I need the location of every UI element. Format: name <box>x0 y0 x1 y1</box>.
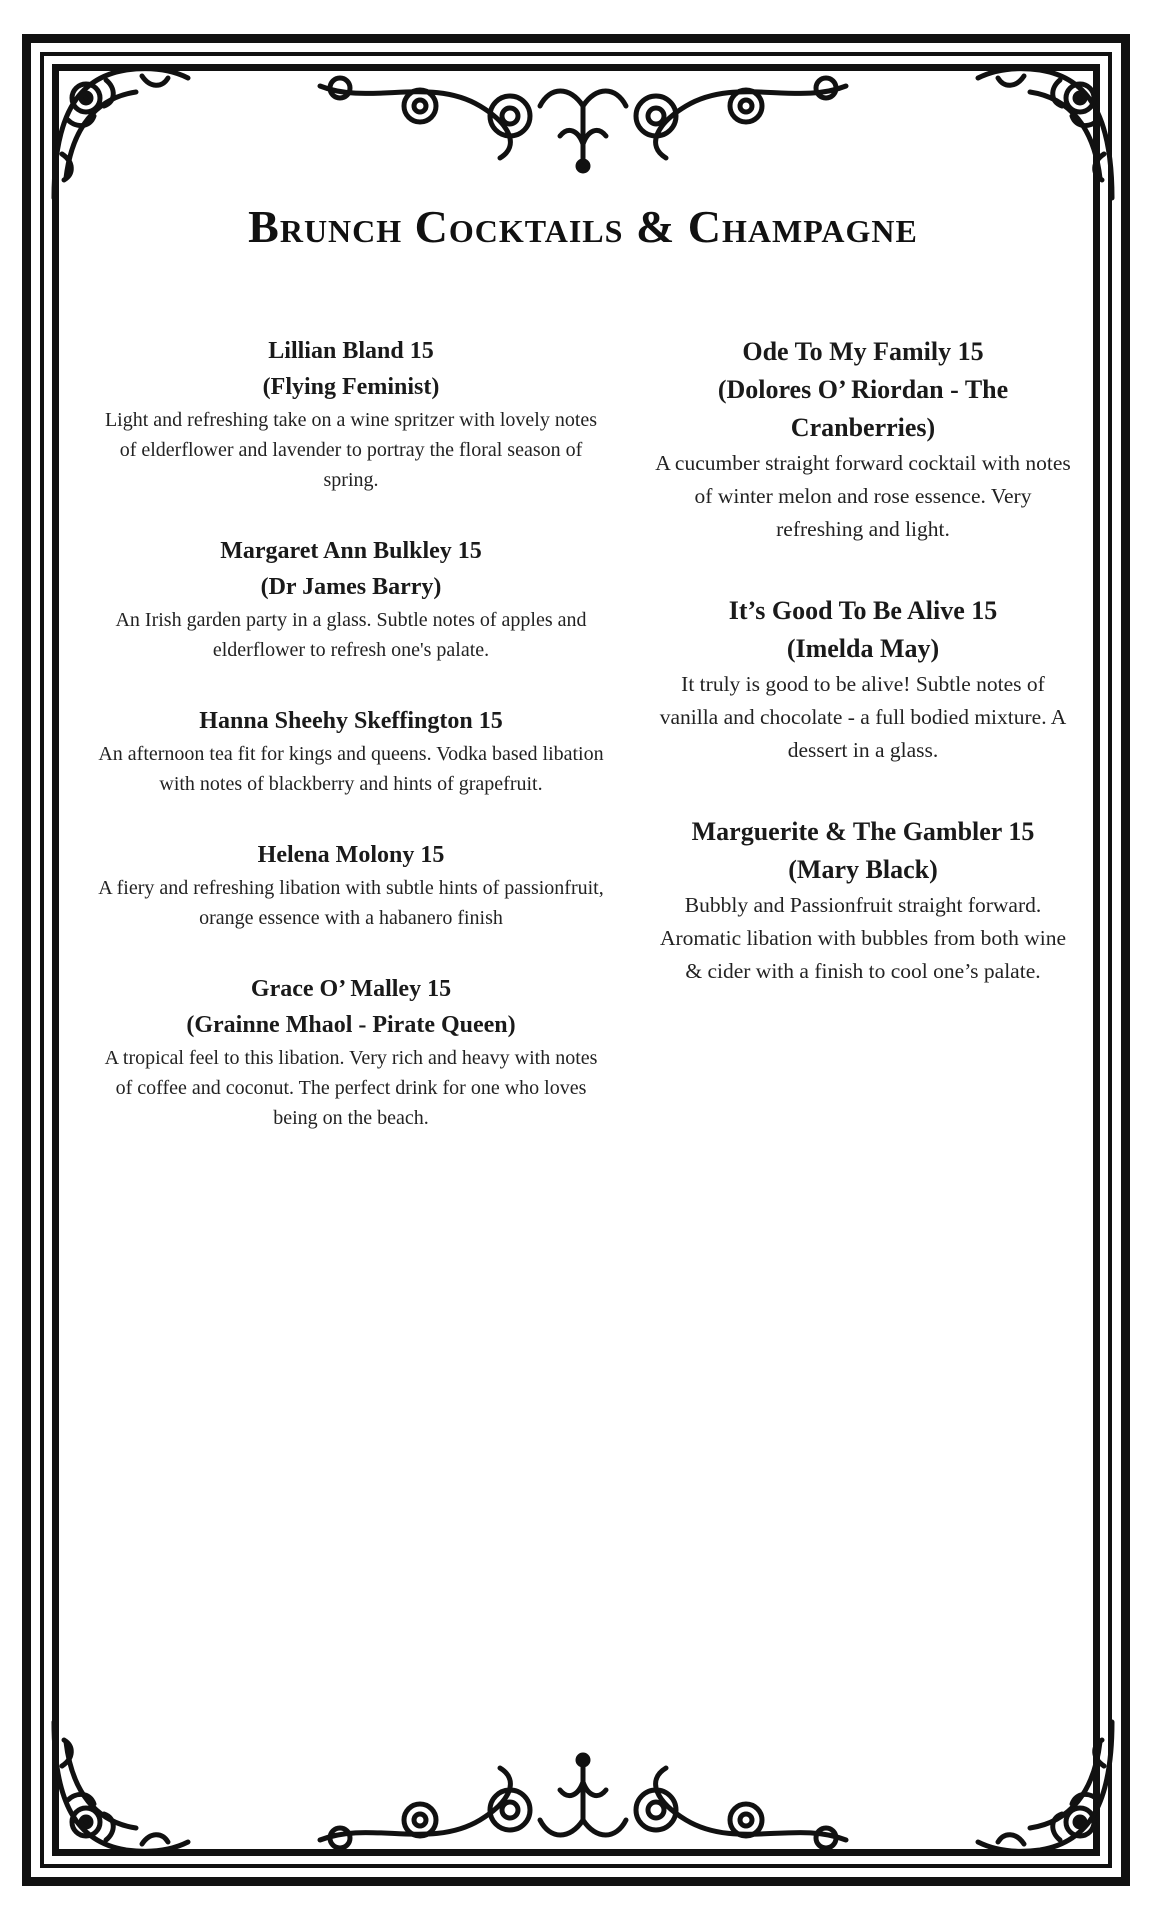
item-description: An Irish garden party in a glass. Subtle notes of apples and elderflower to refresh one's palate. <box>115 609 587 661</box>
item-subtitle: (Dolores O’ Riordan - The Cranberries) <box>717 375 1009 442</box>
item-description: A tropical feel to this libation. Very rich and heavy with notes of coffee and coconut. The perfect drink for one who loves being on the beach. <box>104 1047 598 1129</box>
item-name: Marguerite & The Gambler 15 <box>691 817 1035 846</box>
corner-ornament-icon <box>970 58 1120 208</box>
corner-ornament-icon <box>46 1712 196 1862</box>
item-subtitle: (Grainne Mhaol - Pirate Queen) <box>186 1012 516 1038</box>
menu-item <box>652 813 1074 988</box>
corner-ornament-icon <box>46 58 196 208</box>
item-subtitle: (Mary Black) <box>788 855 938 884</box>
corner-ornament-icon <box>970 1712 1120 1862</box>
top-scroll-ornament-icon <box>310 66 856 176</box>
item-name: Helena Molony 15 <box>257 842 445 868</box>
item-name: Grace O’ Malley 15 <box>250 976 452 1002</box>
item-description: A fiery and refreshing libation with subtle hints of passionfruit, orange essence with a habanero finish <box>98 877 604 929</box>
item-subtitle: (Flying Feminist) <box>262 374 440 400</box>
item-description: Bubbly and Passionfruit straight forward. Aromatic libation with bubbles from both wine & cider with a finish to cool one’s palate. <box>659 893 1067 983</box>
menu-item <box>96 533 606 665</box>
item-name: Margaret Ann Bulkley 15 <box>220 538 482 564</box>
item-description: It truly is good to be alive! Subtle notes of vanilla and chocolate - a full bodied mixture. A dessert in a glass. <box>659 672 1067 762</box>
item-description: Light and refreshing take on a wine spritzer with lovely notes of elderflower and lavender to portray the floral season of spring. <box>104 409 598 491</box>
item-subtitle: (Imelda May) <box>786 634 940 663</box>
menu-item <box>96 971 606 1133</box>
right-column <box>652 333 1074 988</box>
menu-item <box>96 703 606 799</box>
left-column <box>96 333 606 1133</box>
item-name: It’s Good To Be Alive 15 <box>728 596 998 625</box>
menu-item <box>96 837 606 933</box>
menu-item <box>652 333 1074 546</box>
item-name: Hanna Sheehy Skeffington 15 <box>199 708 503 734</box>
item-subtitle: (Dr James Barry) <box>260 574 442 600</box>
item-name: Lillian Bland 15 <box>268 338 434 364</box>
bottom-scroll-ornament-icon <box>310 1750 856 1860</box>
item-description: A cucumber straight forward cocktail with notes of winter melon and rose essence. Very refreshing and light. <box>655 451 1071 541</box>
menu-item <box>96 333 606 495</box>
item-description: An afternoon tea fit for kings and queens. Vodka based libation with notes of blackberry and hints of grapefruit. <box>98 743 604 795</box>
menu-title: Brunch Cocktails & Champagne <box>248 201 918 252</box>
item-name: Ode To My Family 15 <box>742 337 984 366</box>
menu-item <box>652 592 1074 767</box>
